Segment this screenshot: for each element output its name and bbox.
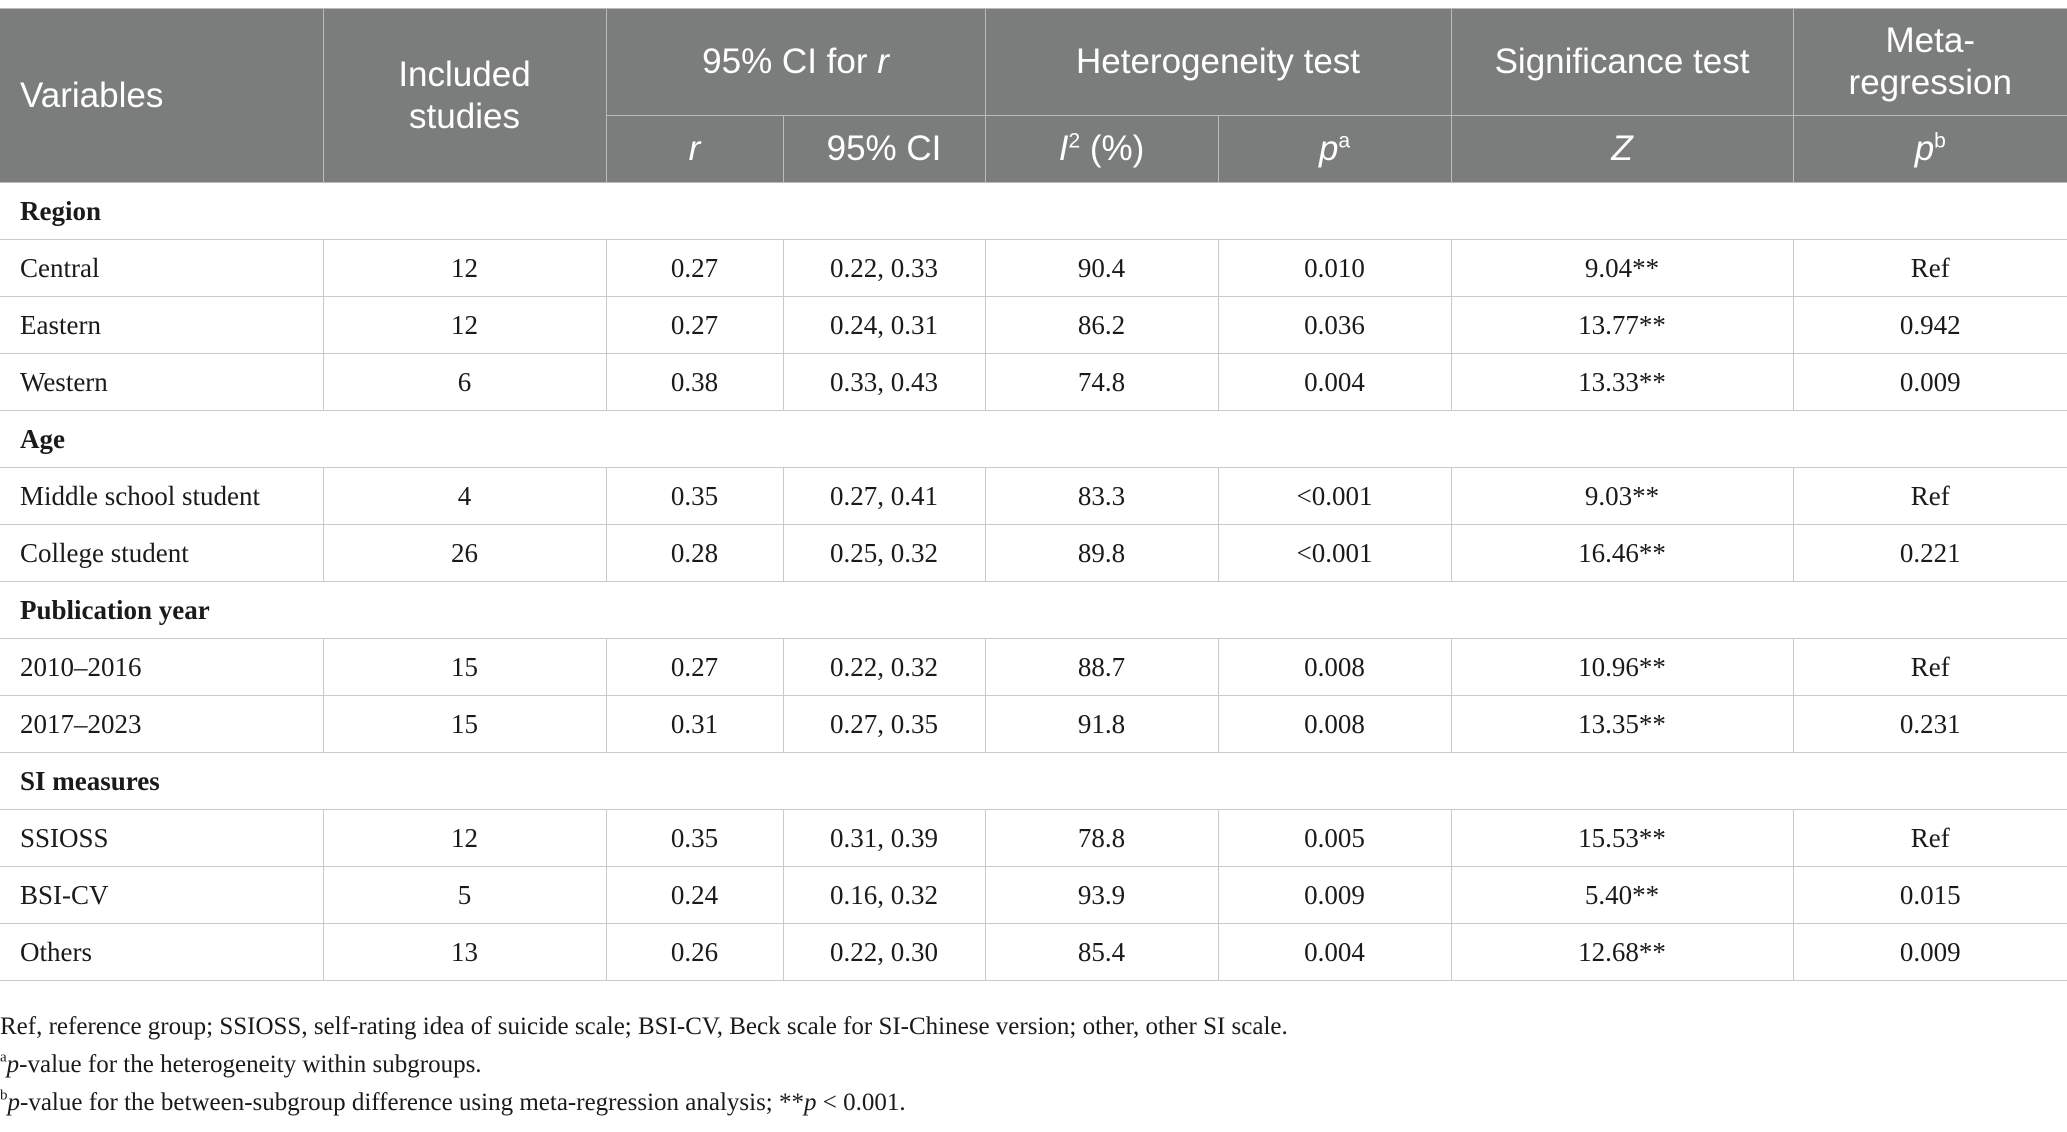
cell-p-heterogeneity: 0.036 xyxy=(1218,297,1451,354)
header-ci95: 95% CI xyxy=(783,116,985,183)
header-variables: Variables xyxy=(0,9,323,183)
header-i2-suffix: (%) xyxy=(1080,129,1145,168)
cell-z: 16.46** xyxy=(1451,525,1793,582)
cell-r: 0.27 xyxy=(606,240,783,297)
footnote-b-marker: b xyxy=(0,1087,8,1104)
cell-p-meta-regression: 0.231 xyxy=(1793,696,2067,753)
cell-included-studies: 5 xyxy=(323,867,606,924)
header-pb-base: p xyxy=(1914,129,1935,168)
cell-p-heterogeneity: 0.005 xyxy=(1218,810,1451,867)
group-label: SI measures xyxy=(0,753,2067,810)
cell-i2: 85.4 xyxy=(985,924,1218,981)
footnote-a xyxy=(0,1046,2067,1084)
cell-included-studies: 12 xyxy=(323,240,606,297)
cell-p-meta-regression: Ref xyxy=(1793,639,2067,696)
cell-r: 0.27 xyxy=(606,297,783,354)
cell-included-studies: 13 xyxy=(323,924,606,981)
table-footnotes xyxy=(0,1008,2067,1122)
row-label: BSI-CV xyxy=(0,867,323,924)
cell-p-meta-regression: 0.221 xyxy=(1793,525,2067,582)
header-pa xyxy=(1218,116,1451,183)
row-label: 2010–2016 xyxy=(0,639,323,696)
row-label: 2017–2023 xyxy=(0,696,323,753)
header-pb-sup: b xyxy=(1934,129,1946,153)
cell-p-meta-regression: 0.009 xyxy=(1793,924,2067,981)
cell-r: 0.28 xyxy=(606,525,783,582)
cell-i2: 90.4 xyxy=(985,240,1218,297)
header-pa-base: p xyxy=(1318,129,1339,168)
cell-i2: 88.7 xyxy=(985,639,1218,696)
cell-ci95: 0.22, 0.30 xyxy=(783,924,985,981)
header-heterogeneity: Heterogeneity test xyxy=(985,9,1451,116)
header-ci-var: r xyxy=(877,42,889,81)
row-label: Eastern xyxy=(0,297,323,354)
cell-i2: 86.2 xyxy=(985,297,1218,354)
header-ci-prefix: 95% CI for xyxy=(702,42,878,81)
cell-p-heterogeneity: 0.008 xyxy=(1218,639,1451,696)
cell-i2: 91.8 xyxy=(985,696,1218,753)
cell-r: 0.35 xyxy=(606,810,783,867)
cell-z: 9.04** xyxy=(1451,240,1793,297)
cell-ci95: 0.33, 0.43 xyxy=(783,354,985,411)
row-label: Others xyxy=(0,924,323,981)
cell-included-studies: 12 xyxy=(323,810,606,867)
cell-z: 13.77** xyxy=(1451,297,1793,354)
cell-included-studies: 4 xyxy=(323,468,606,525)
cell-p-meta-regression: 0.009 xyxy=(1793,354,2067,411)
cell-z: 9.03** xyxy=(1451,468,1793,525)
group-row xyxy=(0,411,2067,468)
header-significance: Significance test xyxy=(1451,9,1793,116)
subgroup-analysis-table xyxy=(0,8,2067,981)
group-row xyxy=(0,582,2067,639)
cell-r: 0.35 xyxy=(606,468,783,525)
footnote-a-marker: a xyxy=(0,1049,7,1066)
footnote-b-p2: p xyxy=(804,1089,817,1116)
row-label: College student xyxy=(0,525,323,582)
cell-r: 0.31 xyxy=(606,696,783,753)
cell-ci95: 0.24, 0.31 xyxy=(783,297,985,354)
cell-p-meta-regression: Ref xyxy=(1793,810,2067,867)
table-row xyxy=(0,639,2067,696)
table-row xyxy=(0,867,2067,924)
table-row xyxy=(0,810,2067,867)
table-row xyxy=(0,924,2067,981)
row-label: SSIOSS xyxy=(0,810,323,867)
header-i2 xyxy=(985,116,1218,183)
cell-p-meta-regression: 0.942 xyxy=(1793,297,2067,354)
cell-included-studies: 15 xyxy=(323,639,606,696)
header-i2-base: I xyxy=(1058,129,1069,168)
cell-i2: 93.9 xyxy=(985,867,1218,924)
table-row xyxy=(0,240,2067,297)
cell-p-heterogeneity: <0.001 xyxy=(1218,525,1451,582)
header-meta-regression-text: Meta-regression xyxy=(1848,21,2012,102)
cell-z: 15.53** xyxy=(1451,810,1793,867)
cell-included-studies: 15 xyxy=(323,696,606,753)
header-included-studies xyxy=(323,9,606,183)
footnote-abbreviations: Ref, reference group; SSIOSS, self-rating idea of suicide scale; BSI-CV, Beck scale for SI-Chinese version; other, other SI scale. xyxy=(0,1013,1288,1040)
cell-ci95: 0.22, 0.32 xyxy=(783,639,985,696)
cell-ci95: 0.31, 0.39 xyxy=(783,810,985,867)
header-pb xyxy=(1793,116,2067,183)
row-label: Middle school student xyxy=(0,468,323,525)
cell-z: 13.35** xyxy=(1451,696,1793,753)
group-row xyxy=(0,753,2067,810)
cell-p-heterogeneity: 0.009 xyxy=(1218,867,1451,924)
cell-ci95: 0.27, 0.41 xyxy=(783,468,985,525)
cell-ci95: 0.16, 0.32 xyxy=(783,867,985,924)
meta-analysis-table-container xyxy=(0,8,2067,981)
group-label: Region xyxy=(0,183,2067,240)
cell-z: 12.68** xyxy=(1451,924,1793,981)
footnote-b-tail: < 0.001. xyxy=(816,1089,906,1116)
cell-ci95: 0.25, 0.32 xyxy=(783,525,985,582)
table-header xyxy=(0,9,2067,183)
cell-p-heterogeneity: 0.010 xyxy=(1218,240,1451,297)
header-ci-group xyxy=(606,9,985,116)
cell-p-heterogeneity: <0.001 xyxy=(1218,468,1451,525)
header-pa-sup: a xyxy=(1338,129,1351,153)
cell-ci95: 0.27, 0.35 xyxy=(783,696,985,753)
table-row xyxy=(0,297,2067,354)
cell-included-studies: 6 xyxy=(323,354,606,411)
header-z: Z xyxy=(1451,116,1793,183)
cell-ci95: 0.22, 0.33 xyxy=(783,240,985,297)
cell-z: 13.33** xyxy=(1451,354,1793,411)
cell-r: 0.26 xyxy=(606,924,783,981)
cell-p-meta-regression: Ref xyxy=(1793,468,2067,525)
group-row xyxy=(0,183,2067,240)
footnote-b-p: p xyxy=(7,1089,20,1116)
cell-included-studies: 26 xyxy=(323,525,606,582)
table-row xyxy=(0,468,2067,525)
footnote-b xyxy=(0,1084,2067,1122)
cell-i2: 83.3 xyxy=(985,468,1218,525)
table-row xyxy=(0,696,2067,753)
footnote-b-text: -value for the between-subgroup difference using meta-regression analysis; ** xyxy=(20,1089,804,1116)
cell-p-meta-regression: Ref xyxy=(1793,240,2067,297)
table-row xyxy=(0,525,2067,582)
header-meta-regression xyxy=(1793,9,2067,116)
cell-included-studies: 12 xyxy=(323,297,606,354)
cell-p-heterogeneity: 0.004 xyxy=(1218,924,1451,981)
cell-r: 0.38 xyxy=(606,354,783,411)
footnote-a-text: -value for the heterogeneity within subgroups. xyxy=(19,1051,482,1078)
cell-i2: 78.8 xyxy=(985,810,1218,867)
cell-p-heterogeneity: 0.004 xyxy=(1218,354,1451,411)
cell-r: 0.24 xyxy=(606,867,783,924)
cell-i2: 74.8 xyxy=(985,354,1218,411)
header-r: r xyxy=(606,116,783,183)
row-label: Central xyxy=(0,240,323,297)
cell-r: 0.27 xyxy=(606,639,783,696)
cell-z: 5.40** xyxy=(1451,867,1793,924)
cell-p-heterogeneity: 0.008 xyxy=(1218,696,1451,753)
header-i2-sup: 2 xyxy=(1068,129,1081,153)
table-body xyxy=(0,183,2067,981)
table-row xyxy=(0,354,2067,411)
row-label: Western xyxy=(0,354,323,411)
group-label: Publication year xyxy=(0,582,2067,639)
group-label: Age xyxy=(0,411,2067,468)
cell-i2: 89.8 xyxy=(985,525,1218,582)
header-included-studies-text: Included studies xyxy=(398,54,531,136)
footnote-a-p: p xyxy=(6,1051,20,1078)
cell-z: 10.96** xyxy=(1451,639,1793,696)
cell-p-meta-regression: 0.015 xyxy=(1793,867,2067,924)
